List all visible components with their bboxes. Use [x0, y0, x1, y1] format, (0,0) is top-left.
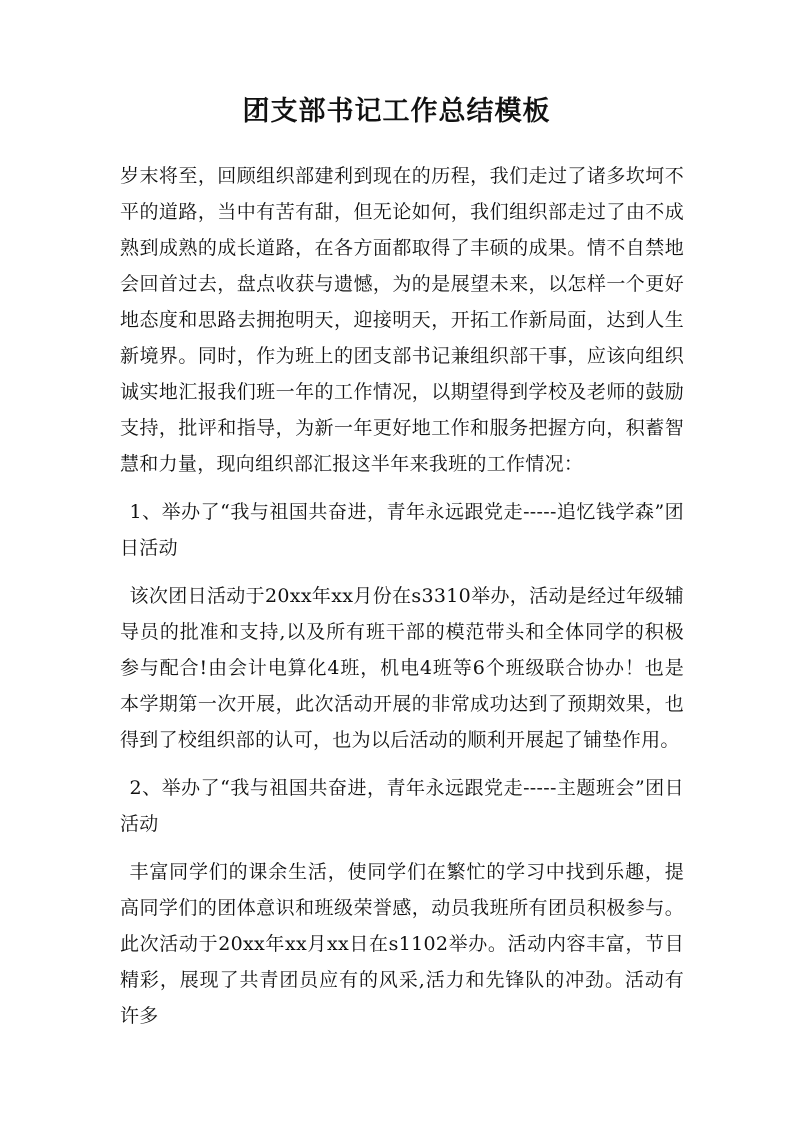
document-title: 团支部书记工作总结模板 — [242, 96, 551, 127]
paragraph-activity-2: 丰富同学们的课余生活，使同学们在繁忙的学习中找到乐趣，提高同学们的团体意识和班级荣誉感，动员我班所有团员积极参与。此次活动于20xx年xx月xx日在s1102举办。活动内容丰富，节目精彩，展现了共青团员应有的风采,活力和先锋队的冲劲。活动有许多 — [120, 861, 684, 1027]
paragraph-gap — [120, 842, 684, 854]
paragraph-intro: 岁末将至，回顾组织部建利到现在的历程，我们走过了诸多坎坷不平的道路，当中有苦有甜，但无论如何，我们组织部走过了由不成熟到成熟的成长道路，在各方面都取得了丰硕的成果。情不自禁地会回首过去，盘点收获与遗憾，为的是展望未来，以怎样一个更好地态度和思路去拥抱明天，迎接明天，开拓工作新局面，达到人生新境界。同时，作为班上的团支部书记兼组织部干事，应该向组织诚实地汇报我们班一年的工作情况，以期望得到学校及老师的鼓励支持，批评和指导，为新一年更好地工作和服务把握方向，积蓄智慧和力量，现向组织部汇报这半年来我班的工作情况： — [120, 165, 684, 475]
paragraph-gap — [120, 758, 684, 770]
paragraph-gap — [120, 482, 684, 494]
paragraph-gap — [120, 566, 684, 578]
paragraph-heading-1: 1、举办了“我与祖国共奋进，青年永远跟党走-----追忆钱学森”团日活动 — [120, 501, 684, 559]
document-body — [120, 158, 684, 1034]
paragraph-activity-1: 该次团日活动于20xx年xx月份在s3310举办，活动是经过年级辅导员的批准和支持,以及所有班干部的模范带头和全体同学的积极参与配合!由会计电算化4班，机电4班等6个班级联合协办！也是本学期第一次开展，此次活动开展的非常成功达到了预期效果，也得到了校组织部的认可，也为以后活动的顺利开展起了铺垫作用。 — [120, 585, 684, 751]
paragraph-heading-2: 2、举办了“我与祖国共奋进，青年永远跟党走-----主题班会”团日活动 — [120, 777, 684, 835]
